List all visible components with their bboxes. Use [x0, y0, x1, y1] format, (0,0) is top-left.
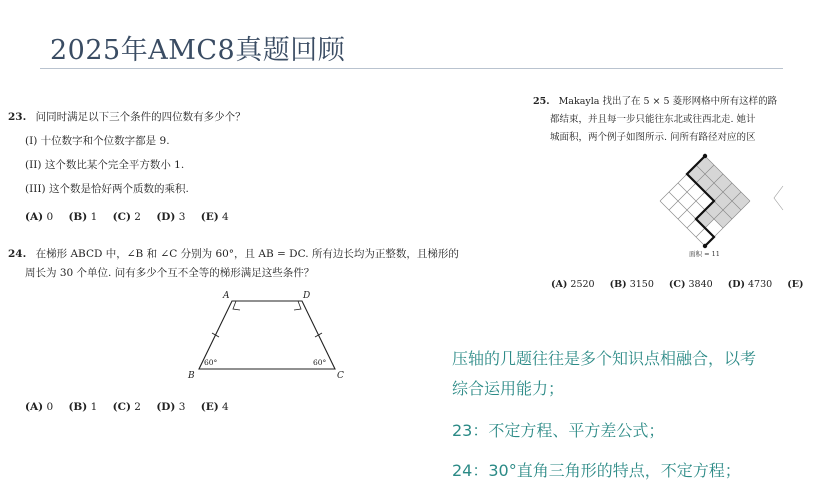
label-c: C [337, 371, 344, 381]
shaded-cell [696, 210, 714, 228]
grid-line [696, 192, 741, 237]
grid-line [660, 201, 705, 246]
q24-number: 24. [8, 248, 27, 260]
shaded-cell [732, 192, 750, 210]
q25-stem-line-2: 都结束，并且每一步只能往东北或往西北走. 她计 [550, 114, 756, 125]
q25-choice-a: (A) 2520 [551, 279, 595, 290]
q25-text-1: Makayla 找出了在 5 × 5 菱形网格中所有这样的路 [558, 96, 778, 107]
q23-choices [25, 211, 241, 223]
q23-choice-a: (A) 0 [25, 211, 54, 223]
shaded-cell [696, 174, 714, 192]
grid-line [687, 174, 732, 219]
q24-choice-b: (B) 1 [68, 401, 98, 413]
path-endpoint [703, 154, 707, 158]
grid-line [678, 174, 723, 219]
q25-choices [551, 279, 815, 290]
grid-line [669, 165, 714, 210]
shaded-cell [714, 210, 732, 228]
tick-dc [315, 333, 322, 337]
q24-text-1: 在梯形 ABCD 中，∠B 和 ∠C 分别为 60°，且 AB = DC. 所有边长均为正整数，且梯形的 [35, 248, 459, 260]
grid-line [678, 183, 723, 228]
label-d: D [303, 291, 311, 301]
second-grid-partial [774, 186, 783, 210]
title-divider [40, 68, 783, 69]
summary-line-4: 24：30°直角三角形的特点，不定方程； [452, 461, 741, 480]
q25-choice-b: (B) 3150 [609, 279, 654, 290]
shaded-cell [705, 165, 723, 183]
q24-stem-line-2: 周长为 30 个单位. 问有多少个互不全等的梯形满足这些条件？ [25, 267, 315, 279]
q23-text: 问同时满足以下三个条件的四位数有多少个？ [35, 111, 246, 123]
q25-number: 25. [533, 96, 550, 107]
shaded-cell [705, 183, 723, 201]
shaded-cell [705, 201, 723, 219]
q23-choice-e: (E) 4 [200, 211, 229, 223]
angle-arc-a [233, 301, 240, 310]
summary-line-1: 压轴的几题往往是多个知识点相融合，以考 [452, 349, 757, 368]
shaded-cell [696, 156, 714, 174]
q23-choice-c: (C) 2 [112, 211, 141, 223]
q23-stem [8, 110, 246, 124]
q24-choices [25, 401, 241, 413]
tick-ab [212, 333, 219, 337]
q25-choice-e: (E) [787, 279, 804, 290]
q25-stem-line-1 [533, 95, 777, 109]
trapezoid-shape [199, 301, 335, 369]
angle-label-c: 60° [313, 358, 327, 367]
grid-line [705, 201, 750, 246]
angle-arc-d [294, 301, 301, 310]
q23-choice-b: (B) 1 [68, 211, 98, 223]
q23-condition-1: (I) 十位数字和个位数字都是 9. [25, 135, 170, 147]
q25-choice-d: (D) 4730 [727, 279, 773, 290]
q24-stem-line-1 [8, 247, 459, 261]
q23-number: 23. [8, 111, 27, 123]
q24-choice-a: (A) 0 [25, 401, 54, 413]
grid-line [669, 192, 714, 237]
summary-line-2: 综合运用能力； [452, 379, 565, 398]
shaded-cell [687, 165, 705, 183]
q23-condition-3: (III) 这个数是恰好两个质数的乘积. [25, 183, 189, 195]
rhombus-grid [660, 154, 783, 248]
grid-line [705, 156, 750, 201]
q24-choice-d: (D) 3 [156, 401, 186, 413]
summary-line-3: 23：不定方程、平方差公式； [452, 421, 665, 440]
area-label: 面积 = 11 [689, 250, 720, 258]
shaded-cell [723, 201, 741, 219]
q25-choice-c: (C) 3840 [668, 279, 713, 290]
grid-line [687, 183, 732, 228]
q24-choice-e: (E) 4 [200, 401, 229, 413]
grid-line [660, 156, 705, 201]
label-a: A [223, 291, 230, 301]
lattice-path [687, 156, 714, 246]
page-title: 2025年AMC8真题回顾 [50, 35, 346, 66]
q24-choice-c: (C) 2 [112, 401, 141, 413]
path-endpoint [703, 244, 707, 248]
q23-condition-2: (II) 这个数比某个完全平方数小 1. [25, 159, 185, 171]
label-b: B [188, 371, 195, 381]
shaded-cell [714, 192, 732, 210]
shaded-cell [714, 174, 732, 192]
grid-line [696, 165, 741, 210]
shaded-cell [723, 183, 741, 201]
q25-stem-line-3: 城面积，两个例子如图所示. 问所有路径对应的区 [550, 132, 756, 143]
angle-label-b: 60° [204, 358, 218, 367]
q23-choice-d: (D) 3 [156, 211, 186, 223]
